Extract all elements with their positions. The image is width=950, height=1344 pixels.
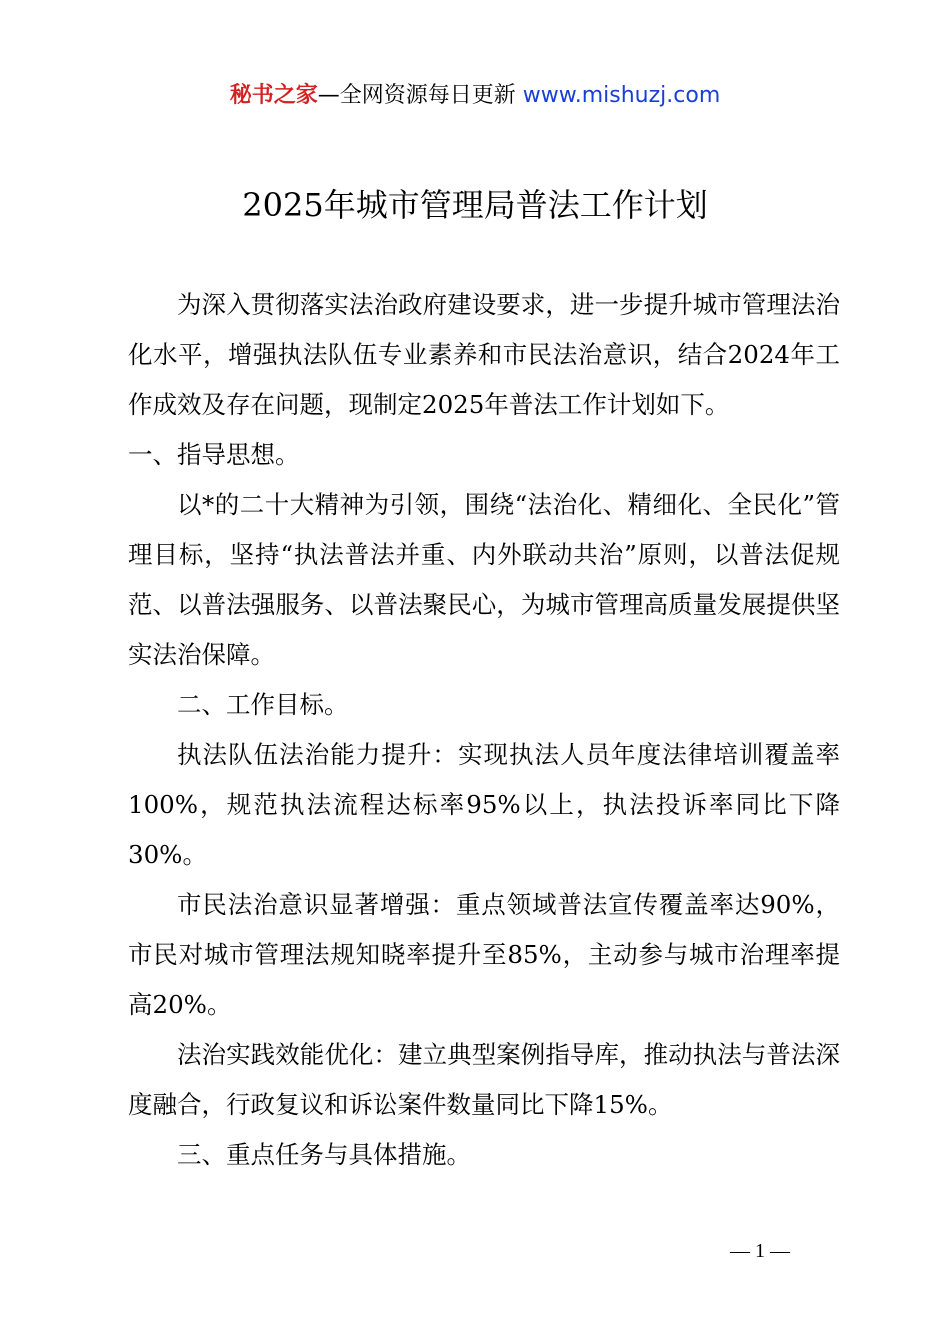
site-header [0,80,950,112]
site-brand: 秘书之家 [229,83,318,108]
page-number: — 1 — [730,1240,790,1262]
document-body [128,280,840,1180]
goal-public-awareness-paragraph: 市民法治意识显著增强：重点领域普法宣传覆盖率达90%，市民对城市管理法规知晓率提升至85%，主动参与城市治理率提高20%。 [128,890,840,1019]
section-heading-key-tasks: 三、重点任务与具体措施。 [177,1140,471,1169]
site-url-link[interactable]: www.mishuzj.com [522,83,721,108]
goal-practice-paragraph: 法治实践效能优化：建立典型案例指导库，推动执法与普法深度融合，行政复议和诉讼案件数量同比下降15%。 [128,1040,840,1119]
section-heading-guiding-thought: 一、指导思想。 [128,440,300,469]
intro-paragraph: 为深入贯彻落实法治政府建设要求，进一步提升城市管理法治化水平，增强执法队伍专业素养和市民法治意识，结合2024年工作成效及存在问题，现制定2025年普法工作计划如下。 [128,290,840,419]
site-tagline: —全网资源每日更新 [317,83,516,108]
section-heading-work-goals: 二、工作目标。 [177,690,349,719]
document-title: 2025年城市管理局普法工作计划 [242,186,708,224]
guiding-thought-paragraph: 以*的二十大精神为引领，围绕“法治化、精细化、全民化”管理目标，坚持“执法普法并重、内外联动共治”原则，以普法促规范、以普法强服务、以普法聚民心，为城市管理高质量发展提供坚实法治保障。 [128,490,840,669]
goal-enforcement-paragraph: 执法队伍法治能力提升：实现执法人员年度法律培训覆盖率100%，规范执法流程达标率95%以上，执法投诉率同比下降30%。 [128,740,840,869]
